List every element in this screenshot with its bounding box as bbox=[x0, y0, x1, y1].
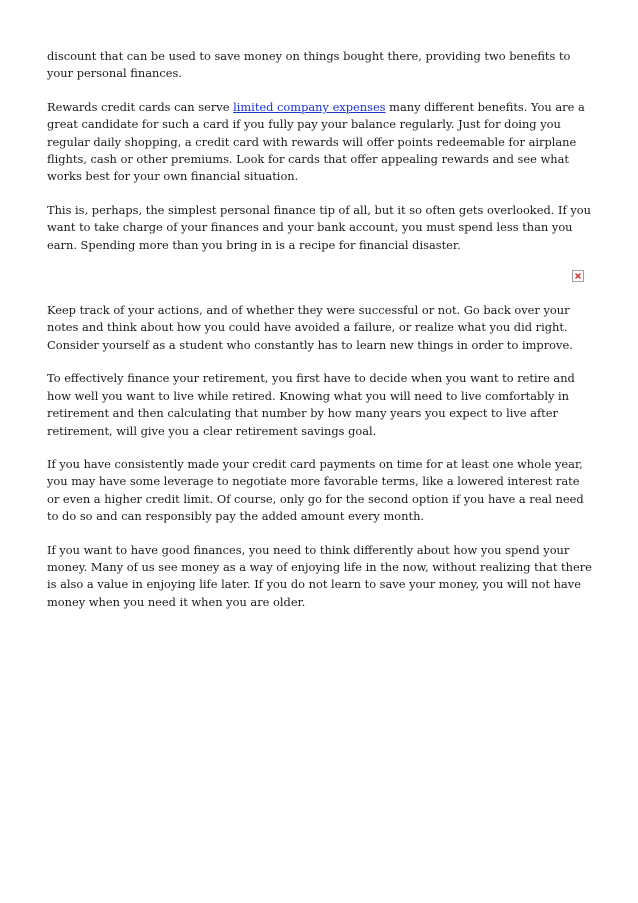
paragraph-rewards-cards bbox=[47, 99, 595, 186]
paragraph-rewards-text-before: Rewards credit cards can serve bbox=[47, 99, 234, 114]
paragraph-good-finances: If you want to have good finances, you need to think differently about how you spend your money. Many of us see money as a way of enjoying life in the now, without realizing that there is also a value in enjoying life later. If you do not learn to save your money, you will not have money when you need it when you are older. bbox=[47, 542, 592, 609]
broken-image-icon bbox=[572, 270, 584, 282]
paragraph-spend-less: This is, perhaps, the simplest personal finance tip of all, but it so often gets overlooked. If you want to take charge of your finances and your bank account, you must spend less than you earn. Spending more than you bring in is a recipe for financial disaster. bbox=[47, 202, 591, 252]
paragraph-retirement: To effectively finance your retirement, you first have to decide when you want to retire and how well you want to live while retired. Knowing what you will need to live comfortably in retirement and then calculating that number by how many years you expect to live after retirement, will give you a clear retirement savings goal. bbox=[47, 371, 575, 438]
paragraph-discount: discount that can be used to save money on things bought there, providing two benefits to your personal finances. bbox=[47, 49, 571, 81]
document-page bbox=[47, 48, 595, 627]
image-row bbox=[47, 270, 595, 288]
paragraph-track-actions: Keep track of your actions, and of whether they were successful or not. Go back over your notes and think about how you could have avoided a failure, or realize what you did right. Consider yourself as a student who constantly has to learn new things in order to improve. bbox=[47, 303, 573, 352]
limited-company-expenses-link[interactable]: limited company expenses bbox=[233, 99, 386, 114]
paragraph-rewards-text-after: many different benefits. You are a great candidate for such a card if you fully pay your balance regularly. Just for doing you regular daily shopping, a credit card with rewards will offer points redeemable for airplane flights, cash or other premiums. Look for cards that offer appealing rewards and see what works best for your own financial situation. bbox=[47, 99, 585, 184]
paragraph-credit-card-payments: If you have consistently made your credit card payments on time for at least one whole year, you may have some leverage to negotiate more favorable terms, like a lowered interest rate or even a higher credit limit. Of course, only go for the second option if you have a real need to do so and can responsibly pay the added amount every month. bbox=[47, 456, 584, 524]
